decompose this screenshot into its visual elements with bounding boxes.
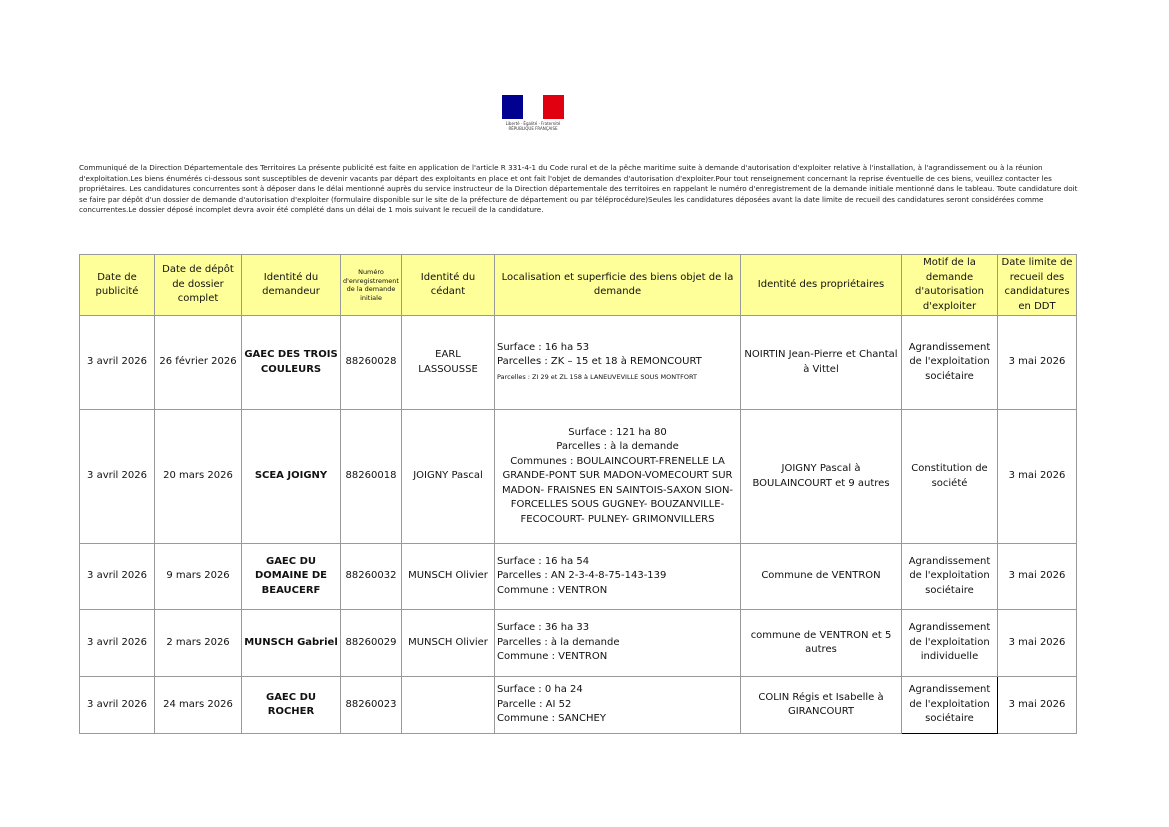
localisation-line: Surface : 16 ha 54 bbox=[497, 555, 590, 567]
proprietaires: Commune de VENTRON bbox=[741, 544, 902, 610]
localisation bbox=[495, 544, 741, 610]
demandeur: GAEC DES TROIS COULEURS bbox=[242, 316, 341, 410]
header-cedant: Identité du cédant bbox=[402, 255, 495, 316]
localisation-line: Commune : VENTRON bbox=[497, 651, 608, 663]
demandeur: GAEC DU ROCHER bbox=[242, 677, 341, 734]
date-limite: 3 mai 2026 bbox=[998, 410, 1077, 544]
header-proprietaires: Identité des propriétaires bbox=[741, 255, 902, 316]
cedant: EARL LASSOUSSE bbox=[402, 316, 495, 410]
table-row bbox=[80, 677, 1077, 734]
localisation bbox=[495, 316, 741, 410]
localisation-line: Surface : 36 ha 33 bbox=[497, 622, 590, 634]
cedant: JOIGNY Pascal bbox=[402, 410, 495, 544]
localisation-line: Parcelle : AI 52 bbox=[497, 698, 572, 710]
localisation-line: Parcelles : à la demande bbox=[556, 441, 679, 453]
localisation-line: Communes : BOULAINCOURT-FRENELLE LA GRANDE-PONT SUR MADON-VOMECOURT SUR MADON- FRAISNES EN SAINTOIS-SAXON SION-FORCELLES SOUS GUGNEY- BOUZANVILLE-FECOCOURT- PULNEY- GRIMONVILLERS bbox=[501, 455, 734, 525]
date-depot: 9 mars 2026 bbox=[155, 544, 242, 610]
motif: Constitution de société bbox=[902, 410, 998, 544]
proprietaires: JOIGNY Pascal à BOULAINCOURT et 9 autres bbox=[741, 410, 902, 544]
localisation-line: Commune : VENTRON bbox=[497, 584, 608, 596]
demandeur: GAEC DU DOMAINE DE BEAUCERF bbox=[242, 544, 341, 610]
table-row bbox=[80, 610, 1077, 677]
header-numero: Numéro d'enregistrement de la demande initiale bbox=[341, 255, 402, 316]
localisation-line: Surface : 0 ha 24 bbox=[497, 684, 583, 696]
motif: Agrandissement de l'exploitation individuelle bbox=[902, 610, 998, 677]
date-limite: 3 mai 2026 bbox=[998, 544, 1077, 610]
republique-francaise-logo: Liberté · Égalité · Fraternité RÉPUBLIQUE FRANÇAISE bbox=[502, 95, 564, 135]
cedant bbox=[402, 677, 495, 734]
proprietaires: NOIRTIN Jean-Pierre et Chantal à Vittel bbox=[741, 316, 902, 410]
date-publicite: 3 avril 2026 bbox=[80, 544, 155, 610]
motif: Agrandissement de l'exploitation sociétaire bbox=[902, 677, 998, 734]
table-row bbox=[80, 410, 1077, 544]
localisation bbox=[495, 677, 741, 734]
numero-enregistrement: 88260029 bbox=[341, 610, 402, 677]
localisation-line: Commune : SANCHEY bbox=[497, 713, 606, 725]
numero-enregistrement: 88260028 bbox=[341, 316, 402, 410]
motif: Agrandissement de l'exploitation sociétaire bbox=[902, 316, 998, 410]
localisation-line: Parcelles : ZK – 15 et 18 à REMONCOURT bbox=[497, 356, 702, 368]
publicity-table bbox=[79, 254, 1077, 734]
date-publicite: 3 avril 2026 bbox=[80, 677, 155, 734]
header-date-limite: Date limite de recueil des candidatures en DDT bbox=[998, 255, 1077, 316]
date-limite: 3 mai 2026 bbox=[998, 677, 1077, 734]
date-depot: 20 mars 2026 bbox=[155, 410, 242, 544]
table-row bbox=[80, 544, 1077, 610]
date-limite: 3 mai 2026 bbox=[998, 316, 1077, 410]
intro-paragraph: Communiqué de la Direction Départementale des Territoires La présente publicité est faite en application de l'article R 331-4-1 du Code rural et de la pêche maritime suite à demande d'autorisation d'exploiter relative à l'installation, à l'agrandissement ou à la réunion d'exploitation.Les biens énumérés ci-dessous sont susceptibles de devenir vacants par départ des exploitants en place et ont fait l'objet de demandes d'autorisation d'exploiter.Pour tout renseignement concernant la reprise éventuelle de ces biens, veuillez contacter les propriétaires. Les candidatures concurrentes sont à déposer dans le délai mentionné auprès du service instructeur de la Direction départementale des territoires en rappelant le numéro d'enregistrement de la demande initiale mentionné dans le tableau. Toute candidature doit se faire par dépôt d'un dossier de demande d'autorisation d'exploiter (formulaire disponible sur le site de la préfecture de département ou par téléprocédure)Seules les candidatures déposées avant la date limite de recueil des candidatures seront considérées comme concurrentes.Le dossier déposé incomplet devra avoir été complété dans un délai de 1 mois suivant le recueil de la candidature. bbox=[79, 163, 1078, 214]
demandeur: MUNSCH Gabriel bbox=[242, 610, 341, 677]
date-publicite: 3 avril 2026 bbox=[80, 610, 155, 677]
proprietaires: COLIN Régis et Isabelle à GIRANCOURT bbox=[741, 677, 902, 734]
date-depot: 26 février 2026 bbox=[155, 316, 242, 410]
localisation-line: Surface : 16 ha 53 bbox=[497, 341, 590, 353]
date-depot: 2 mars 2026 bbox=[155, 610, 242, 677]
localisation-line: Parcelles : AN 2-3-4-8-75-143-139 bbox=[497, 570, 667, 582]
localisation bbox=[495, 610, 741, 677]
cedant: MUNSCH Olivier bbox=[402, 610, 495, 677]
proprietaires: commune de VENTRON et 5 autres bbox=[741, 610, 902, 677]
numero-enregistrement: 88260023 bbox=[341, 677, 402, 734]
date-depot: 24 mars 2026 bbox=[155, 677, 242, 734]
date-publicite: 3 avril 2026 bbox=[80, 410, 155, 544]
table-row bbox=[80, 316, 1077, 410]
localisation-line: Parcelles : à la demande bbox=[497, 636, 620, 648]
header-row bbox=[80, 255, 1077, 316]
header-date-depot: Date de dépôt de dossier complet bbox=[155, 255, 242, 316]
motif: Agrandissement de l'exploitation sociétaire bbox=[902, 544, 998, 610]
demandeur: SCEA JOIGNY bbox=[242, 410, 341, 544]
header-demandeur: Identité du demandeur bbox=[242, 255, 341, 316]
header-localisation: Localisation et superficie des biens objet de la demande bbox=[495, 255, 741, 316]
localisation bbox=[495, 410, 741, 544]
date-publicite: 3 avril 2026 bbox=[80, 316, 155, 410]
numero-enregistrement: 88260032 bbox=[341, 544, 402, 610]
header-date-publicite: Date de publicité bbox=[80, 255, 155, 316]
header-motif: Motif de la demande d'autorisation d'exploiter bbox=[902, 255, 998, 316]
date-limite: 3 mai 2026 bbox=[998, 610, 1077, 677]
localisation-line: Surface : 121 ha 80 bbox=[568, 426, 667, 438]
localisation-line: Parcelles : ZI 29 et ZL 158 à LANEUVEVILLE SOUS MONTFORT bbox=[497, 372, 697, 381]
cedant: MUNSCH Olivier bbox=[402, 544, 495, 610]
numero-enregistrement: 88260018 bbox=[341, 410, 402, 544]
